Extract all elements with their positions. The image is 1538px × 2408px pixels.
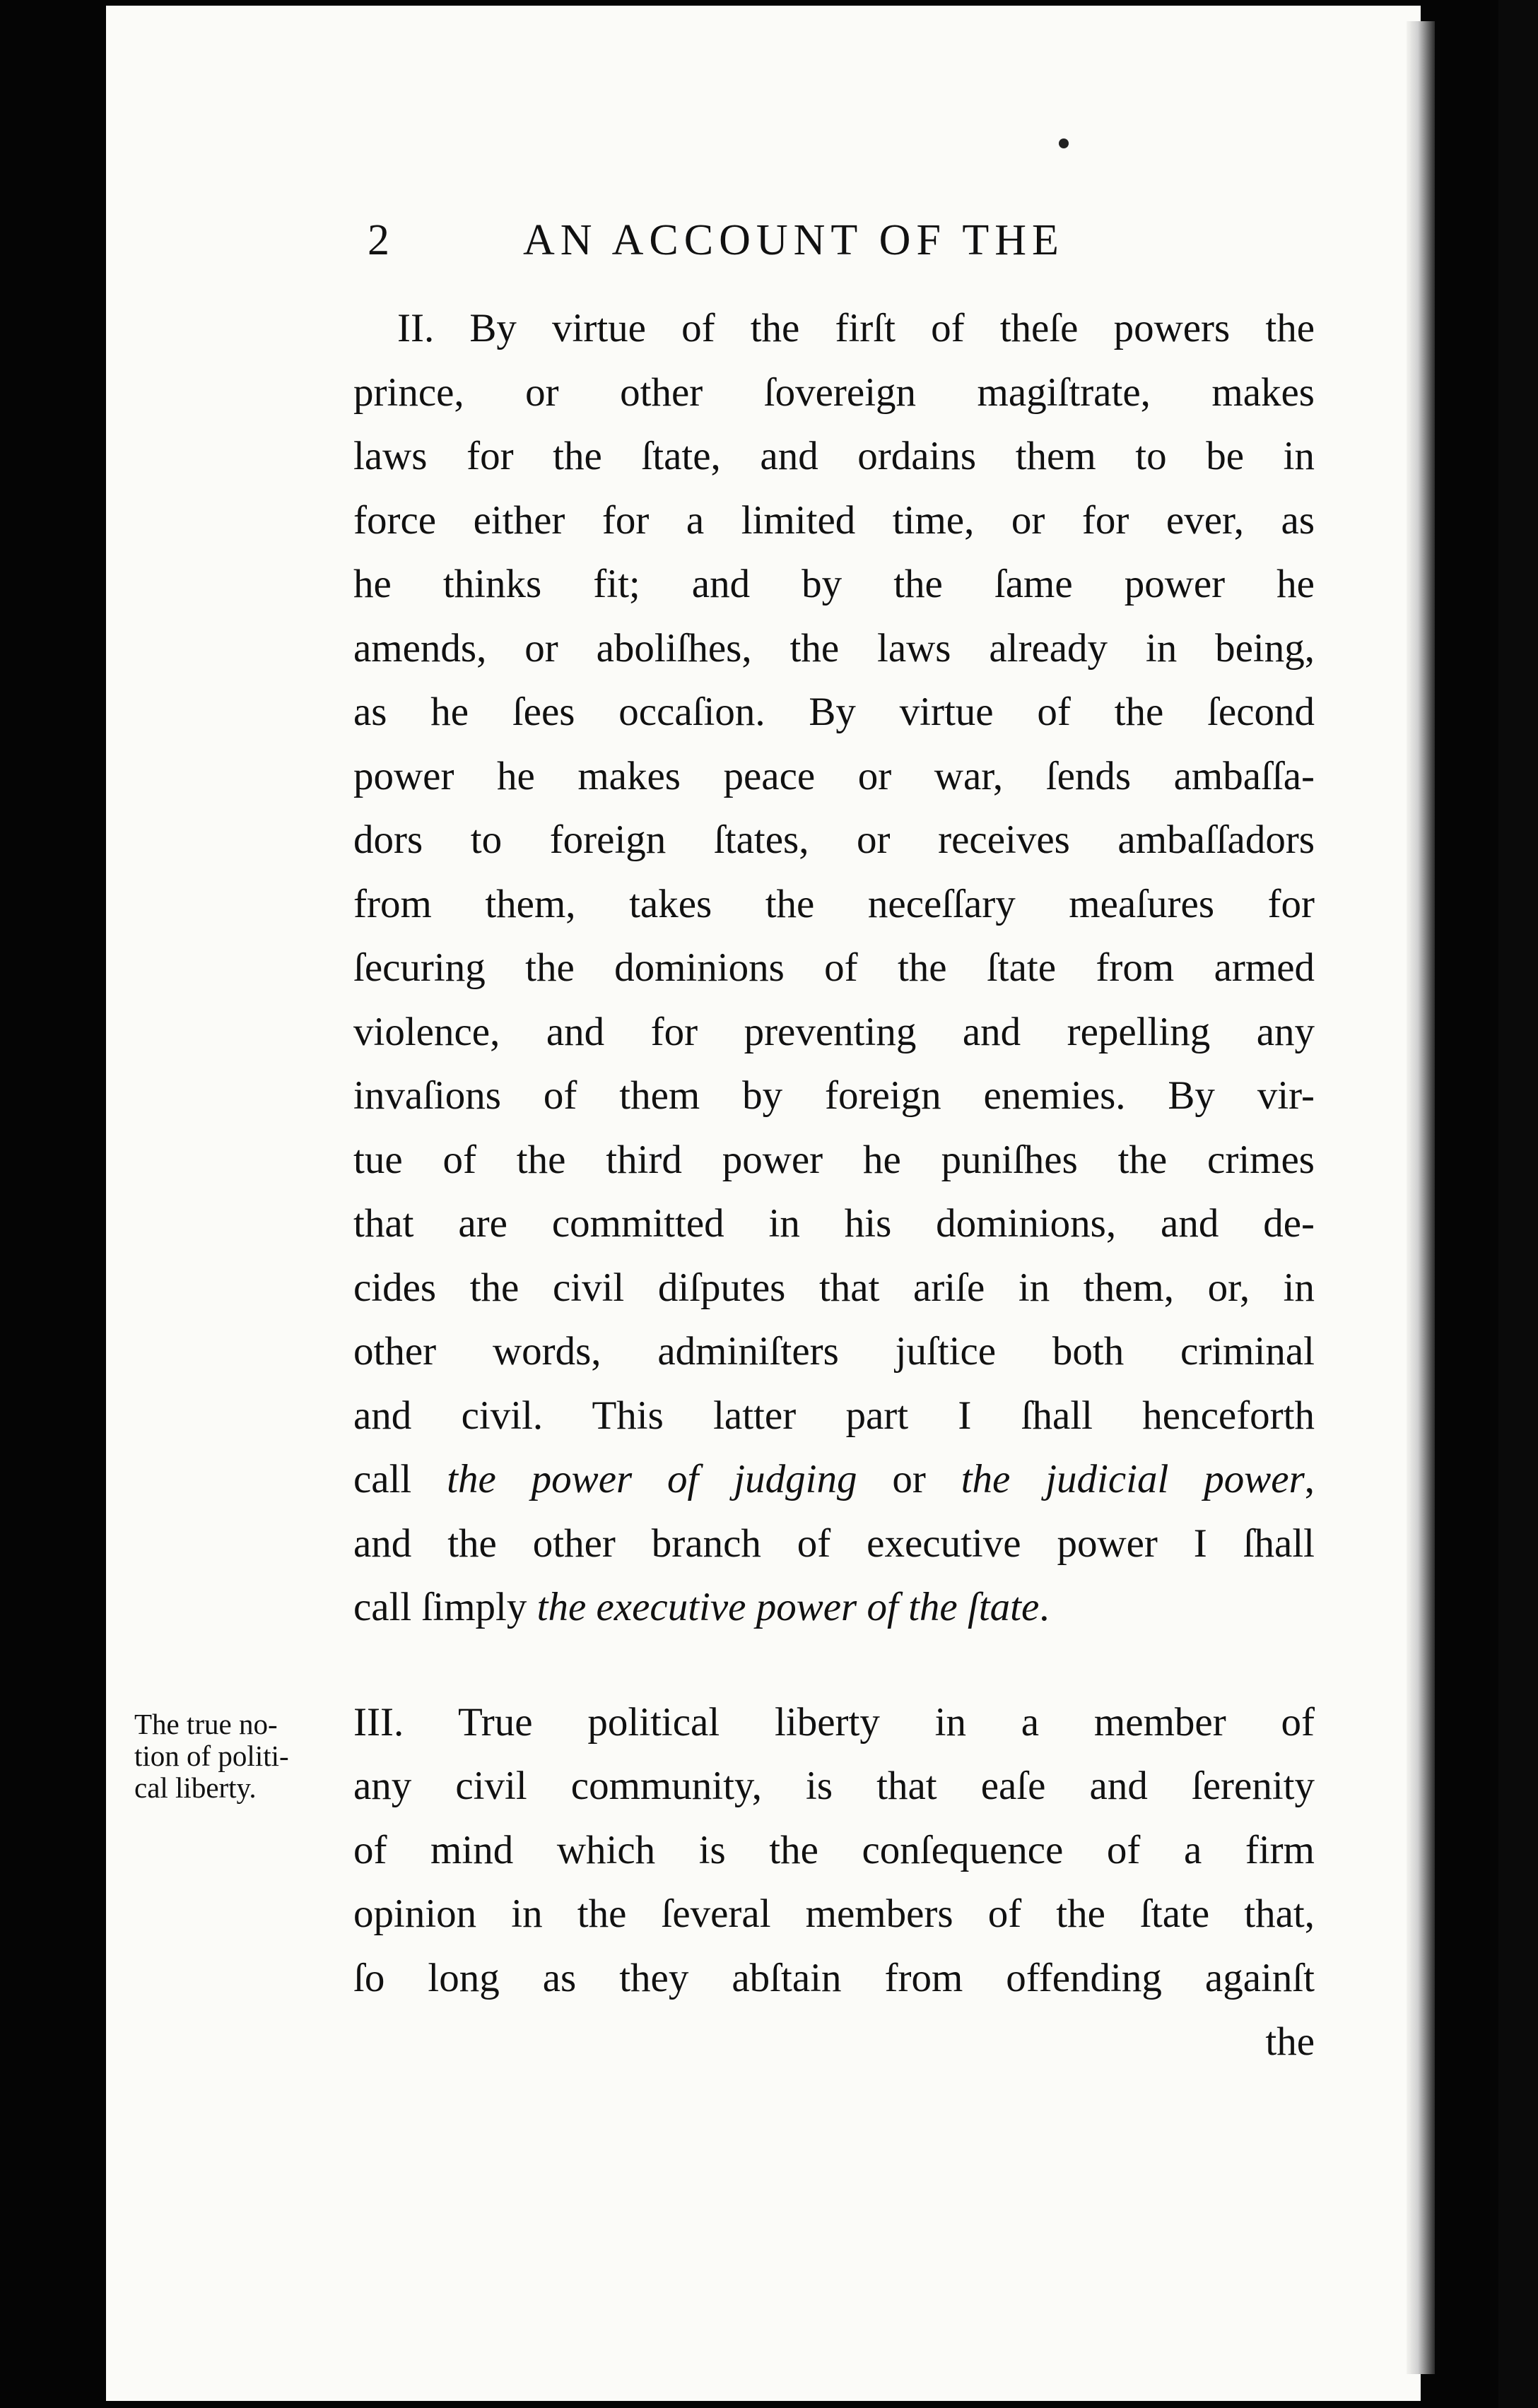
- text-line: any civil community, is that eaſe and ſerenity: [353, 1764, 1315, 1808]
- margin-note-line: The true no-: [134, 1708, 278, 1740]
- ink-speck: [1059, 138, 1069, 148]
- text-line: dors to foreign ſtates, or receives ambaſſadors: [353, 818, 1315, 862]
- margin-note-line: cal liberty.: [134, 1771, 257, 1804]
- text-line: ſecuring the dominions of the ſtate from armed: [353, 945, 1315, 990]
- text-line: he thinks fit; and by the ſame power he: [353, 562, 1315, 606]
- text-line: of mind which is the conſequence of a firm: [353, 1827, 1315, 1872]
- text-run: ,: [1304, 1457, 1315, 1501]
- paragraph-iii: [353, 1691, 1315, 2074]
- italic-term-judicial-power: the judicial power: [961, 1457, 1305, 1501]
- page-header: [368, 212, 1173, 276]
- text-line: and civil. This latter part I ſhall henceforth: [353, 1393, 1315, 1438]
- running-head: AN ACCOUNT OF THE: [523, 216, 1064, 264]
- text-run: call ſimply: [353, 1585, 537, 1629]
- text-line: II. By virtue of the firſt of theſe powers the: [397, 306, 1315, 350]
- text-line: and the other branch of executive power I ſhall: [353, 1521, 1315, 1566]
- scan-border: [1498, 0, 1538, 2408]
- page-number: 2: [368, 216, 389, 264]
- body-text: [353, 297, 1315, 2074]
- paragraph-ii: [353, 297, 1315, 1640]
- text-run: call: [353, 1457, 447, 1501]
- text-line: that are committed in his dominions, and de-: [353, 1201, 1315, 1246]
- text-line: ſo long as they abſtain from offending againſt: [353, 1955, 1315, 2000]
- italic-term-executive-power: the executive power of the ſtate: [536, 1585, 1040, 1629]
- page-gutter-shadow: [1407, 21, 1435, 2374]
- text-line: III. True political liberty in a member of: [353, 1699, 1315, 1745]
- text-line: tue of the third power he puniſhes the crimes: [353, 1137, 1315, 1182]
- italic-term-power-of-judging: the power of judging: [447, 1457, 857, 1501]
- margin-note-line: tion of politi-: [134, 1740, 289, 1772]
- text-line: force either for a limited time, or for ever, as: [353, 497, 1315, 543]
- text-line: laws for the ſtate, and ordains them to be in: [353, 434, 1315, 478]
- text-line: cides the civil diſputes that ariſe in them, or, in: [353, 1265, 1315, 1310]
- text-line: [353, 1448, 1315, 1512]
- text-line: other words, adminiſters juſtice both criminal: [353, 1329, 1315, 1374]
- text-line: power he makes peace or war, ſends ambaſſa-: [353, 753, 1315, 798]
- text-run: .: [1039, 1585, 1050, 1629]
- text-line: violence, and for preventing and repelling any: [353, 1009, 1315, 1054]
- text-line: opinion in the ſeveral members of the ſtate that,: [353, 1891, 1315, 1936]
- catchword: the: [1265, 2019, 1315, 2064]
- text-line: amends, or aboliſhes, the laws already in being,: [353, 625, 1315, 671]
- text-line: as he ſees occaſion. By virtue of the ſecond: [353, 690, 1315, 734]
- text-line: [353, 1576, 1315, 1640]
- text-line: prince, or other ſovereign magiſtrate, makes: [353, 370, 1315, 415]
- text-run: or: [857, 1457, 961, 1501]
- text-line: from them, takes the neceſſary meaſures for: [353, 881, 1315, 926]
- margin-note: [134, 1708, 318, 1804]
- text-line: invaſions of them by foreign enemies. By vir-: [353, 1073, 1315, 1118]
